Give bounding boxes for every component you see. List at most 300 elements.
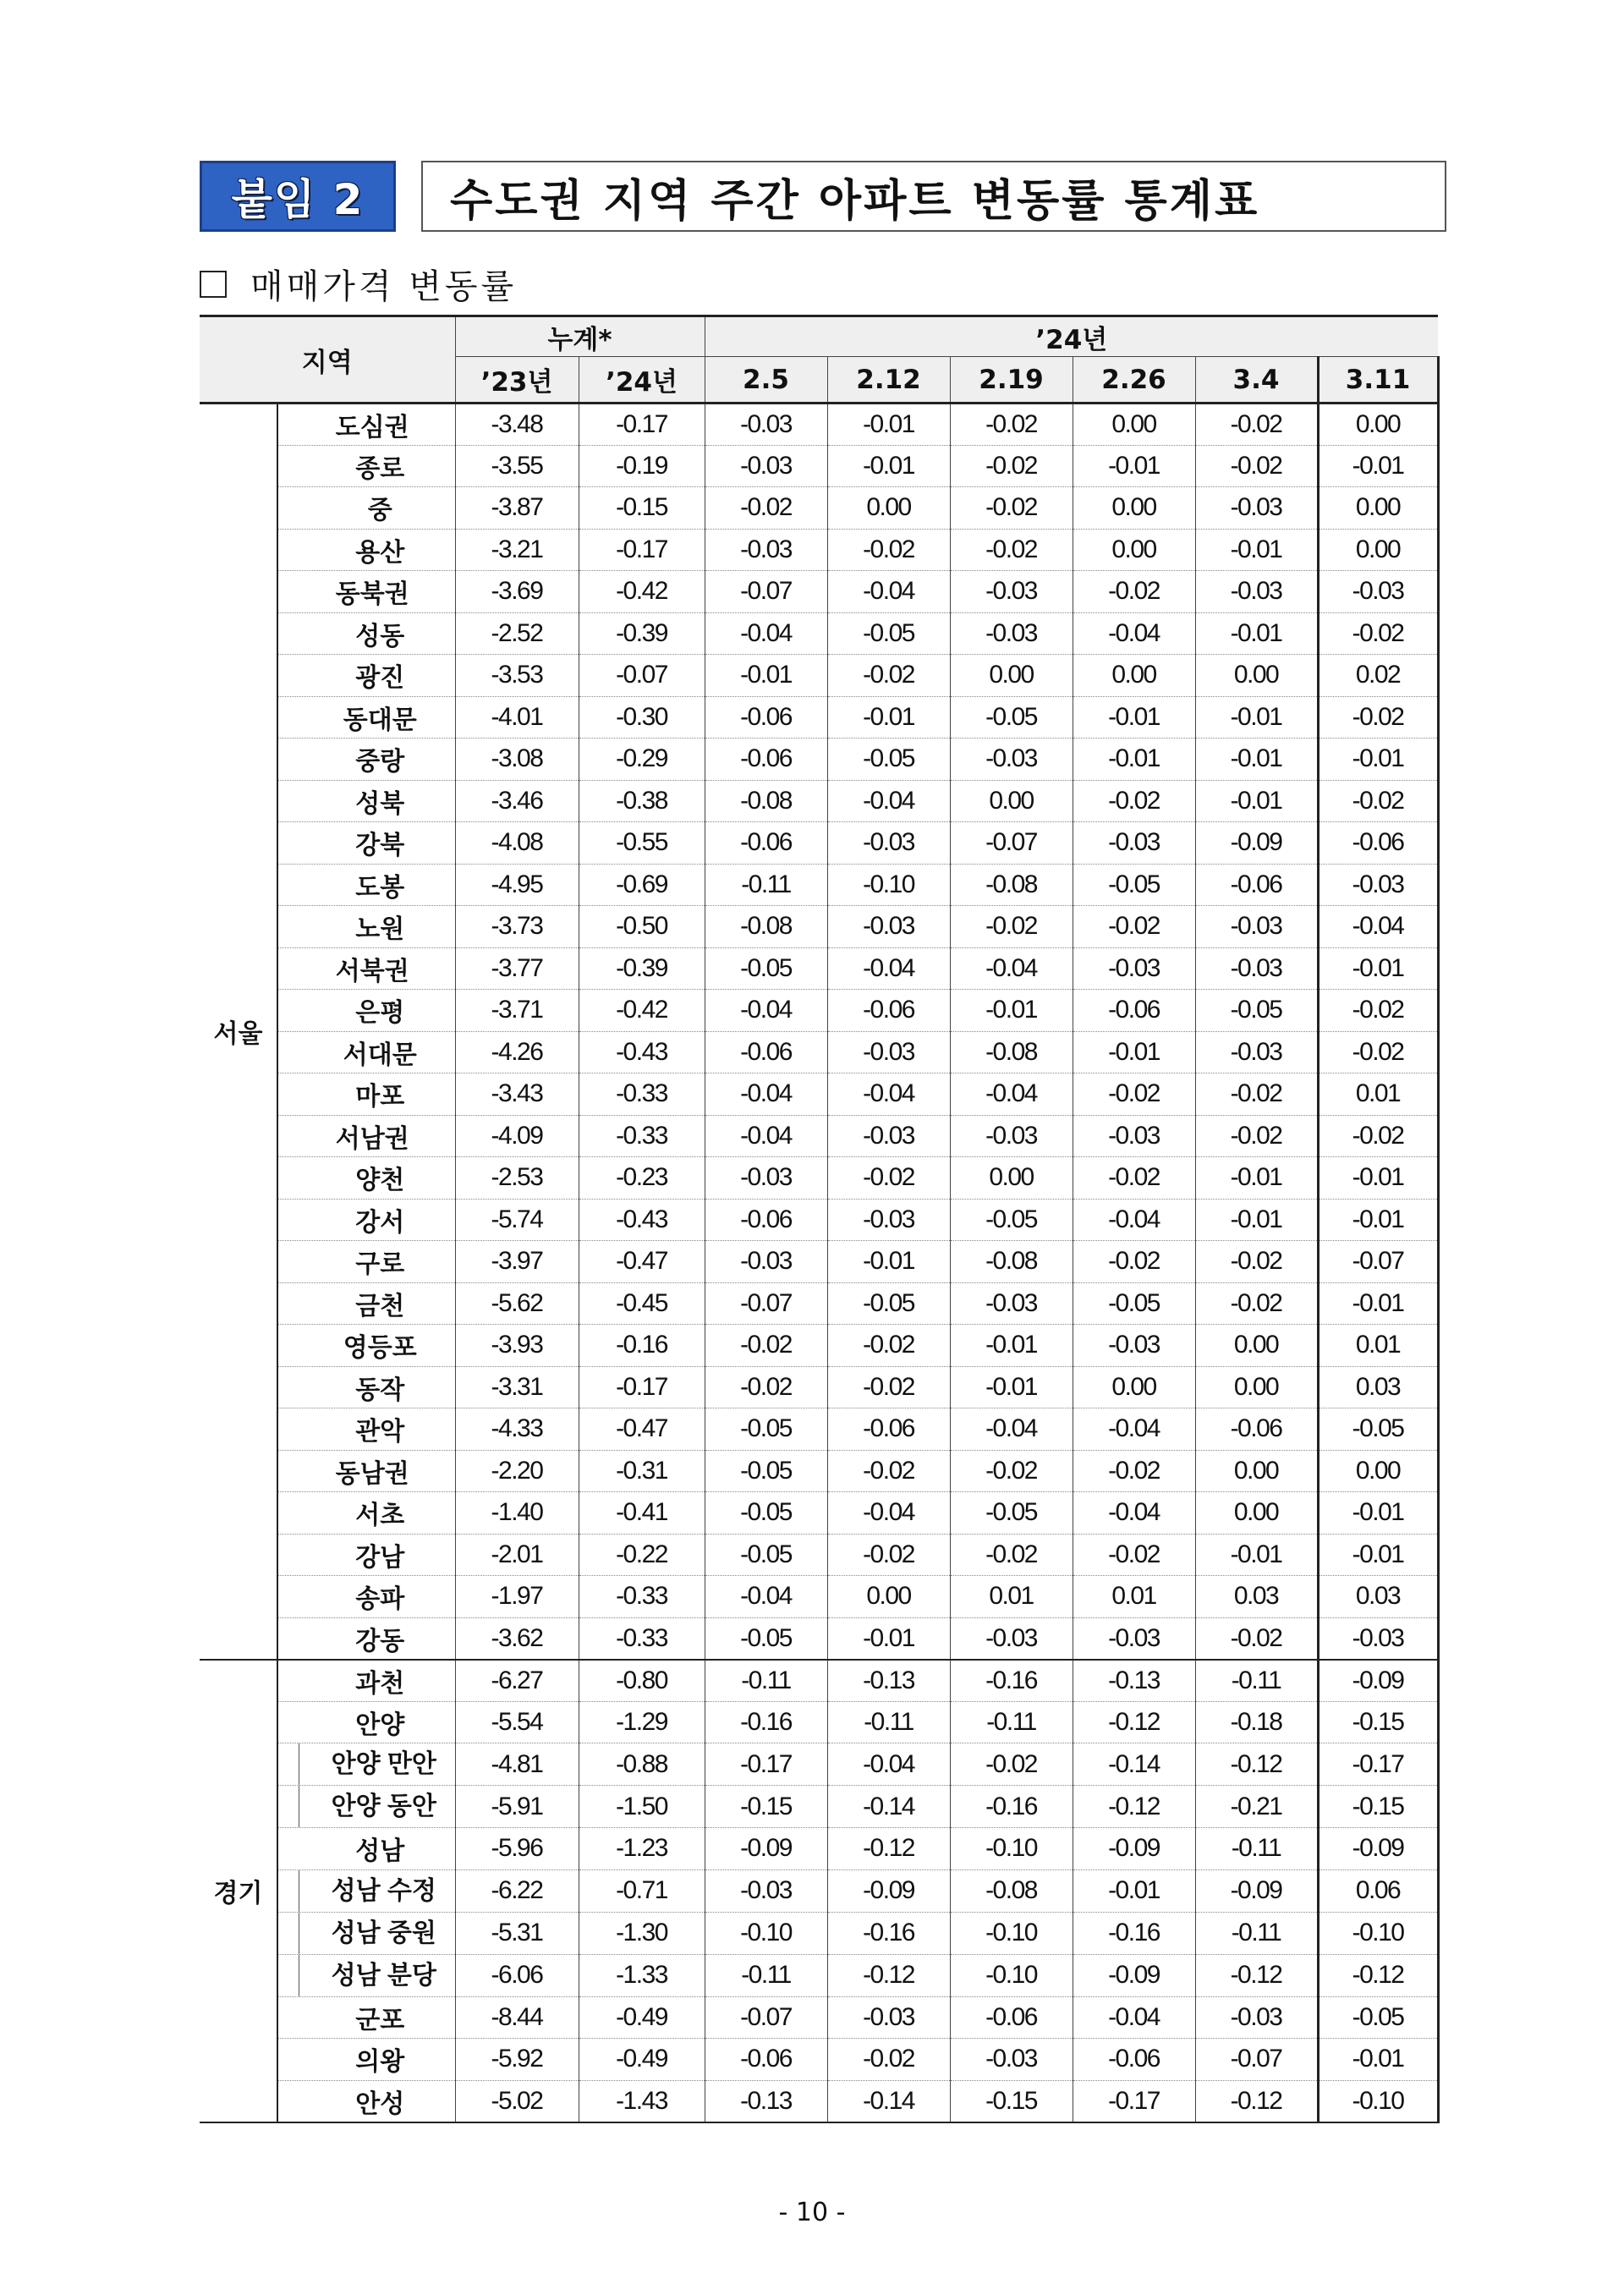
region-name: 노원 [277, 906, 455, 948]
value-cell: -0.04 [827, 1073, 950, 1116]
value-cell: -0.02 [950, 1743, 1073, 1786]
value-cell: -0.07 [1318, 1241, 1438, 1283]
region-name: 송파 [277, 1576, 455, 1618]
page-title: 수도권 지역 주간 아파트 변동률 통계표 [450, 175, 1260, 227]
value-cell: -0.02 [1318, 612, 1438, 655]
value-cell: -0.03 [1195, 571, 1318, 613]
value-cell: -0.17 [1318, 1743, 1438, 1786]
price-change-table [200, 315, 1440, 2123]
value-cell: -0.01 [827, 404, 950, 446]
sub-region-label: 안양 동안 [299, 1786, 455, 1827]
value-cell: -5.74 [455, 1199, 579, 1241]
page-number: - 10 - [778, 2198, 846, 2227]
value-cell: 0.01 [950, 1576, 1073, 1618]
value-cell: -0.09 [1195, 822, 1318, 865]
value-cell: 0.00 [1073, 529, 1195, 571]
value-cell: -0.06 [827, 990, 950, 1032]
value-cell: -0.17 [705, 1743, 827, 1786]
value-cell: -0.15 [705, 1786, 827, 1828]
value-cell: -0.02 [1318, 780, 1438, 822]
attachment-badge-label: 붙임 2 [231, 175, 365, 224]
value-cell: -0.11 [705, 1954, 827, 1996]
column-header: 2.12 [827, 357, 950, 404]
value-cell: -0.12 [827, 1828, 950, 1870]
value-cell: -0.01 [1318, 947, 1438, 990]
value-cell: -0.08 [950, 1869, 1073, 1912]
value-cell: -0.22 [579, 1534, 705, 1576]
value-cell: -3.62 [455, 1617, 579, 1660]
value-cell: -0.02 [827, 2039, 950, 2081]
value-cell: -0.03 [1195, 947, 1318, 990]
value-cell: -3.53 [455, 655, 579, 697]
value-cell: -0.03 [1318, 571, 1438, 613]
value-cell: -0.12 [827, 1954, 950, 1996]
value-cell: -0.01 [1318, 1157, 1438, 1200]
value-cell: -0.07 [705, 571, 827, 613]
region-name: 금천 [277, 1282, 455, 1325]
value-cell: -0.03 [705, 529, 827, 571]
value-cell: -0.80 [579, 1660, 705, 1702]
value-cell: 0.00 [1195, 1450, 1318, 1492]
value-cell: -0.03 [950, 2039, 1073, 2081]
value-cell: -0.33 [579, 1073, 705, 1116]
region-name: 서초 [277, 1492, 455, 1535]
region-name: 서대문 [277, 1031, 455, 1073]
value-cell: -0.03 [827, 1199, 950, 1241]
value-cell: -1.50 [579, 1786, 705, 1828]
region-name: 안성 [277, 2080, 455, 2122]
value-cell: -0.01 [950, 990, 1073, 1032]
value-cell: -0.43 [579, 1199, 705, 1241]
value-cell: -0.10 [705, 1912, 827, 1954]
value-cell: -3.93 [455, 1325, 579, 1367]
value-cell: -0.14 [1073, 1743, 1195, 1786]
value-cell: -0.17 [579, 1366, 705, 1408]
value-cell: -0.07 [579, 655, 705, 697]
value-cell: -0.08 [705, 780, 827, 822]
section-heading [200, 260, 517, 308]
value-cell: -0.01 [1195, 1157, 1318, 1200]
value-cell: -1.33 [579, 1954, 705, 1996]
value-cell: 0.03 [1318, 1576, 1438, 1618]
table-row [200, 2039, 1438, 2081]
value-cell: -0.17 [1073, 2080, 1195, 2122]
column-header: 3.11 [1318, 357, 1438, 404]
table-row [200, 1241, 1438, 1283]
table-row [200, 1660, 1438, 1702]
value-cell: 0.03 [1195, 1576, 1318, 1618]
value-cell: -0.01 [1318, 738, 1438, 781]
value-cell: -4.01 [455, 696, 579, 738]
region-name: 종로 [277, 445, 455, 487]
value-cell: -0.33 [579, 1115, 705, 1157]
table-body [200, 404, 1438, 2122]
value-cell: -0.05 [950, 1199, 1073, 1241]
table-row [200, 1115, 1438, 1157]
value-cell: -0.02 [1073, 1241, 1195, 1283]
value-cell: -0.03 [950, 1282, 1073, 1325]
value-cell: -3.55 [455, 445, 579, 487]
value-cell: -0.88 [579, 1743, 705, 1786]
value-cell: 0.00 [1318, 487, 1438, 530]
value-cell: -0.03 [1073, 1617, 1195, 1660]
title-box [421, 161, 1446, 232]
value-cell: -0.01 [1318, 1492, 1438, 1535]
value-cell: -2.20 [455, 1450, 579, 1492]
value-cell: -0.04 [705, 612, 827, 655]
value-cell: -0.69 [579, 864, 705, 906]
checkbox-square-icon [200, 271, 227, 298]
value-cell: -4.95 [455, 864, 579, 906]
value-cell: -0.06 [1195, 864, 1318, 906]
weekly-column-header: ’24년 [705, 316, 1438, 357]
table-row [200, 2080, 1438, 2122]
value-cell: -0.45 [579, 1282, 705, 1325]
value-cell: -0.12 [1073, 1786, 1195, 1828]
table-row [200, 655, 1438, 697]
region-name [277, 1743, 455, 1786]
column-header: 2.5 [705, 357, 827, 404]
table-row [200, 571, 1438, 613]
value-cell: -0.42 [579, 571, 705, 613]
value-cell: -0.01 [827, 1617, 950, 1660]
value-cell: -0.06 [1318, 822, 1438, 865]
value-cell: -0.47 [579, 1241, 705, 1283]
value-cell: 0.01 [1318, 1325, 1438, 1367]
value-cell: -1.43 [579, 2080, 705, 2122]
region-name: 도심권 [277, 404, 455, 446]
value-cell: -0.03 [1073, 947, 1195, 990]
value-cell: -0.41 [579, 1492, 705, 1535]
value-cell: -0.13 [1073, 1660, 1195, 1702]
value-cell: -0.12 [1073, 1701, 1195, 1743]
value-cell: -0.04 [950, 947, 1073, 990]
sub-region-label: 안양 만안 [299, 1743, 455, 1785]
value-cell: -0.01 [1073, 1869, 1195, 1912]
value-cell: 0.00 [950, 780, 1073, 822]
value-cell: -0.04 [1073, 1408, 1195, 1451]
table-row [200, 1073, 1438, 1116]
region-name: 강서 [277, 1199, 455, 1241]
value-cell: -0.05 [705, 947, 827, 990]
value-cell: -0.03 [1318, 864, 1438, 906]
value-cell: -0.02 [1195, 1241, 1318, 1283]
table-row [200, 1157, 1438, 1200]
value-cell: -0.29 [579, 738, 705, 781]
value-cell: -0.03 [950, 612, 1073, 655]
value-cell: -0.05 [705, 1492, 827, 1535]
table-row [200, 1786, 1438, 1828]
value-cell: 0.00 [950, 1157, 1073, 1200]
value-cell: -0.03 [705, 445, 827, 487]
value-cell: -0.03 [1073, 1325, 1195, 1367]
value-cell: -0.09 [1073, 1828, 1195, 1870]
value-cell: -0.03 [827, 1031, 950, 1073]
value-cell: -0.04 [950, 1073, 1073, 1116]
region-name: 서북권 [277, 947, 455, 990]
value-cell: -2.01 [455, 1534, 579, 1576]
value-cell: -0.02 [705, 487, 827, 530]
value-cell: -0.43 [579, 1031, 705, 1073]
value-cell: -0.12 [1195, 1743, 1318, 1786]
region-column-header: 지역 [200, 316, 455, 404]
region-name: 도봉 [277, 864, 455, 906]
value-cell: -0.06 [705, 822, 827, 865]
value-cell: -0.31 [579, 1450, 705, 1492]
region-name: 구로 [277, 1241, 455, 1283]
column-header: 2.26 [1073, 357, 1195, 404]
value-cell: 0.00 [827, 1576, 950, 1618]
region-name: 관악 [277, 1408, 455, 1451]
value-cell: 0.00 [1073, 404, 1195, 446]
value-cell: -0.11 [1195, 1912, 1318, 1954]
value-cell: -0.05 [705, 1408, 827, 1451]
value-cell: 0.00 [1195, 655, 1318, 697]
value-cell: -0.03 [705, 1241, 827, 1283]
region-name: 동남권 [277, 1450, 455, 1492]
table-row [200, 1031, 1438, 1073]
value-cell: -0.10 [950, 1954, 1073, 1996]
value-cell: -0.03 [950, 1115, 1073, 1157]
value-cell: -0.01 [705, 655, 827, 697]
value-cell: -0.02 [827, 1157, 950, 1200]
table-row [200, 487, 1438, 530]
value-cell: -0.04 [1318, 906, 1438, 948]
value-cell: -0.16 [1073, 1912, 1195, 1954]
value-cell: -0.03 [1195, 487, 1318, 530]
region-name: 강동 [277, 1617, 455, 1660]
value-cell: -3.46 [455, 780, 579, 822]
value-cell: -0.09 [1195, 1869, 1318, 1912]
column-header: 3.4 [1195, 357, 1318, 404]
value-cell: -0.01 [827, 1241, 950, 1283]
value-cell: -0.04 [827, 1743, 950, 1786]
sub-region-label: 성남 분당 [299, 1955, 455, 1996]
value-cell: -0.01 [950, 1366, 1073, 1408]
value-cell: -0.02 [1073, 1073, 1195, 1116]
section-label: 매매가격 변동률 [250, 267, 518, 306]
value-cell: -0.39 [579, 947, 705, 990]
value-cell: -0.01 [1318, 1534, 1438, 1576]
value-cell: -0.04 [705, 1115, 827, 1157]
region-name: 서남권 [277, 1115, 455, 1157]
value-cell: -2.53 [455, 1157, 579, 1200]
sub-region-label: 성남 중원 [299, 1913, 455, 1954]
value-cell: -0.01 [1318, 2039, 1438, 2081]
value-cell: -0.33 [579, 1617, 705, 1660]
value-cell: -3.73 [455, 906, 579, 948]
table-row [200, 947, 1438, 990]
value-cell: -0.04 [705, 1073, 827, 1116]
value-cell: -0.09 [827, 1869, 950, 1912]
region-name: 과천 [277, 1660, 455, 1702]
value-cell: -0.07 [1195, 2039, 1318, 2081]
region-name: 군포 [277, 1996, 455, 2039]
value-cell: -0.03 [1195, 906, 1318, 948]
value-cell: -0.02 [1195, 1617, 1318, 1660]
value-cell: -0.03 [705, 1869, 827, 1912]
value-cell: -5.54 [455, 1701, 579, 1743]
value-cell: -0.19 [579, 445, 705, 487]
table-row [200, 1954, 1438, 1996]
value-cell: -0.11 [705, 1660, 827, 1702]
value-cell: -0.49 [579, 2039, 705, 2081]
value-cell: -3.43 [455, 1073, 579, 1116]
value-cell: -0.02 [950, 445, 1073, 487]
table-row [200, 1869, 1438, 1912]
value-cell: -0.03 [1195, 1031, 1318, 1073]
value-cell: -0.08 [705, 906, 827, 948]
value-cell: -0.49 [579, 1996, 705, 2039]
cumulative-column-header: 누계* [455, 316, 705, 357]
region-name: 마포 [277, 1073, 455, 1116]
region-name [277, 1954, 455, 1996]
value-cell: -0.02 [705, 1366, 827, 1408]
value-cell: -0.05 [950, 696, 1073, 738]
value-cell: -1.40 [455, 1492, 579, 1535]
value-cell: -0.01 [1195, 696, 1318, 738]
value-cell: -0.11 [705, 864, 827, 906]
table-row [200, 696, 1438, 738]
value-cell: -0.06 [705, 1199, 827, 1241]
region-name: 안양 [277, 1701, 455, 1743]
region-name: 양천 [277, 1157, 455, 1200]
value-cell: -0.11 [950, 1701, 1073, 1743]
value-cell: -3.87 [455, 487, 579, 530]
value-cell: -0.21 [1195, 1786, 1318, 1828]
value-cell: -0.06 [705, 738, 827, 781]
value-cell: -0.04 [827, 947, 950, 990]
table-row [200, 1282, 1438, 1325]
value-cell: -3.31 [455, 1366, 579, 1408]
value-cell: -0.03 [950, 1617, 1073, 1660]
value-cell: 0.00 [827, 487, 950, 530]
value-cell: -0.01 [1195, 1534, 1318, 1576]
region-group-label: 경기 [200, 1660, 277, 2122]
value-cell: -0.02 [827, 655, 950, 697]
value-cell: -5.62 [455, 1282, 579, 1325]
value-cell: -0.05 [1073, 864, 1195, 906]
table-row [200, 1408, 1438, 1451]
value-cell: -0.09 [1318, 1660, 1438, 1702]
value-cell: -0.10 [827, 864, 950, 906]
value-cell: -0.15 [1318, 1701, 1438, 1743]
value-cell: -0.12 [1318, 1954, 1438, 1996]
value-cell: -0.05 [705, 1450, 827, 1492]
value-cell: -0.02 [1073, 1534, 1195, 1576]
value-cell: -0.04 [1073, 1492, 1195, 1535]
region-name: 동북권 [277, 571, 455, 613]
value-cell: 0.00 [950, 655, 1073, 697]
value-cell: -0.10 [950, 1828, 1073, 1870]
value-cell: -0.06 [705, 1031, 827, 1073]
sub-region-label: 성남 수정 [299, 1870, 455, 1912]
value-cell: -0.01 [1195, 1199, 1318, 1241]
value-cell: -0.04 [827, 571, 950, 613]
table-row [200, 1450, 1438, 1492]
table-row [200, 822, 1438, 865]
value-cell: -0.07 [705, 1282, 827, 1325]
value-cell: -0.03 [827, 906, 950, 948]
value-cell: -0.02 [827, 1325, 950, 1367]
column-header: ’23년 [455, 357, 579, 404]
value-cell: -0.07 [950, 822, 1073, 865]
value-cell: -0.02 [950, 487, 1073, 530]
region-name: 성남 [277, 1828, 455, 1870]
value-cell: -0.09 [1318, 1828, 1438, 1870]
value-cell: -0.30 [579, 696, 705, 738]
region-name [277, 1912, 455, 1954]
value-cell: -5.31 [455, 1912, 579, 1954]
value-cell: -0.38 [579, 780, 705, 822]
value-cell: -0.14 [827, 1786, 950, 1828]
table-row [200, 445, 1438, 487]
attachment-badge [200, 161, 396, 232]
value-cell: -0.04 [1073, 1996, 1195, 2039]
value-cell: 0.00 [1318, 1450, 1438, 1492]
value-cell: -0.03 [950, 738, 1073, 781]
value-cell: -0.11 [827, 1701, 950, 1743]
region-name: 중랑 [277, 738, 455, 781]
value-cell: -4.81 [455, 1743, 579, 1786]
value-cell: -3.97 [455, 1241, 579, 1283]
value-cell: -0.01 [1073, 738, 1195, 781]
value-cell: -0.02 [1195, 1282, 1318, 1325]
value-cell: -0.05 [1318, 1408, 1438, 1451]
value-cell: -0.05 [705, 1617, 827, 1660]
value-cell: -0.02 [1195, 1115, 1318, 1157]
value-cell: -0.17 [579, 404, 705, 446]
region-name [277, 1869, 455, 1912]
value-cell: -0.02 [1318, 696, 1438, 738]
region-name: 강북 [277, 822, 455, 865]
value-cell: -0.06 [1073, 2039, 1195, 2081]
value-cell: -0.09 [705, 1828, 827, 1870]
region-name: 성동 [277, 612, 455, 655]
table-row [200, 1492, 1438, 1535]
value-cell: -6.27 [455, 1660, 579, 1702]
value-cell: -0.06 [705, 2039, 827, 2081]
value-cell: -0.02 [1318, 1031, 1438, 1073]
table-row [200, 738, 1438, 781]
value-cell: -0.01 [827, 445, 950, 487]
value-cell: -0.03 [1318, 1617, 1438, 1660]
value-cell: -0.04 [950, 1408, 1073, 1451]
value-cell: -0.03 [827, 1115, 950, 1157]
value-cell: 0.00 [1195, 1492, 1318, 1535]
table-row [200, 529, 1438, 571]
region-name: 성북 [277, 780, 455, 822]
value-cell: -2.52 [455, 612, 579, 655]
value-cell: -0.02 [827, 1534, 950, 1576]
value-cell: 0.00 [1073, 1366, 1195, 1408]
value-cell: -0.01 [950, 1325, 1073, 1367]
value-cell: -0.13 [705, 2080, 827, 2122]
value-cell: -0.16 [950, 1660, 1073, 1702]
value-cell: -0.09 [1073, 1954, 1195, 1996]
table-row [200, 1617, 1438, 1660]
column-header: 2.19 [950, 357, 1073, 404]
value-cell: -0.16 [705, 1701, 827, 1743]
value-cell: -3.08 [455, 738, 579, 781]
table-row [200, 1576, 1438, 1618]
value-cell: -0.11 [1195, 1828, 1318, 1870]
region-name: 영등포 [277, 1325, 455, 1367]
value-cell: -5.02 [455, 2080, 579, 2122]
value-cell: -0.01 [1318, 1282, 1438, 1325]
value-cell: -0.08 [950, 1031, 1073, 1073]
region-name [277, 1786, 455, 1828]
